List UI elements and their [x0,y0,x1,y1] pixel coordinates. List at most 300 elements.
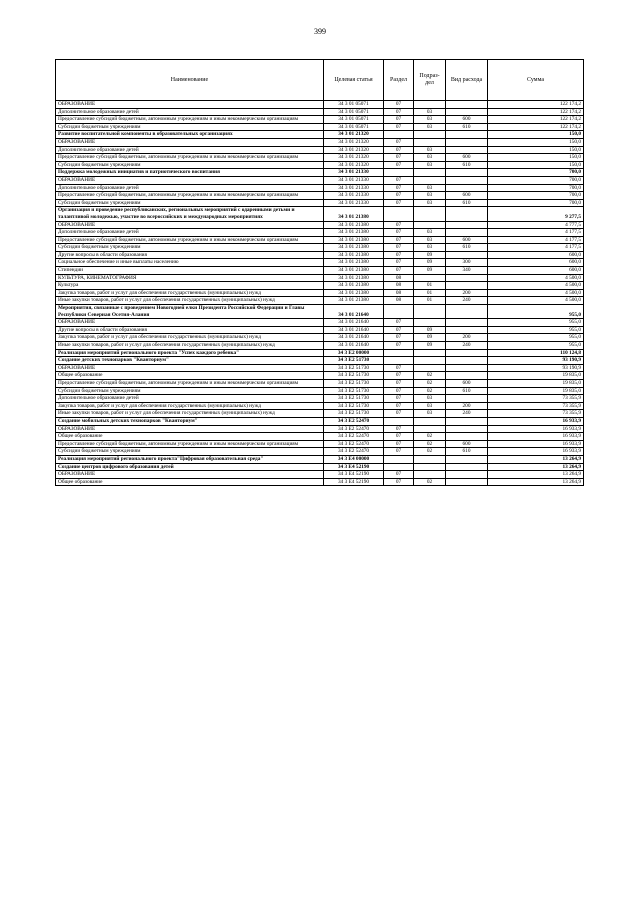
cell-subsection: 02 [414,379,446,387]
cell-section: 07 [384,259,414,267]
cell-code: 34 3 01 21330 [324,184,384,192]
cell-section: 07 [384,433,414,441]
cell-section: 08 [384,282,414,290]
table-row [56,387,584,395]
table-row [56,455,584,463]
cell-sum: 13 264,9 [488,478,584,486]
cell-code: 34 3 E2 51730 [324,372,384,380]
cell-kind [446,326,488,334]
cell-sum: 122 174,2 [488,101,584,109]
cell-section: 07 [384,372,414,380]
cell-section: 07 [384,251,414,259]
cell-sum: 19 835,0 [488,387,584,395]
cell-section: 07 [384,440,414,448]
cell-subsection: 03 [414,402,446,410]
cell-sum: 9 277,5 [488,207,584,221]
cell-sum: 4 500,0 [488,297,584,305]
cell-name: ОБРАЗОВАНИЕ [56,319,324,327]
cell-sum: 150,0 [488,131,584,139]
cell-code: 34 3 E4 52190 [324,463,384,471]
cell-subsection: 01 [414,282,446,290]
page-number: 399 [314,27,326,36]
cell-subsection: 03 [414,146,446,154]
cell-sum: 955,0 [488,326,584,334]
cell-code: 34 3 E2 51730 [324,357,384,365]
cell-section: 07 [384,402,414,410]
cell-sum: 16 933,9 [488,433,584,441]
cell-subsection [414,425,446,433]
cell-subsection: 01 [414,297,446,305]
cell-sum: 700,0 [488,184,584,192]
cell-name: Закупка товаров, работ и услуг для обеспечения государственных (муниципальных) нужд [56,289,324,297]
table-row [56,131,584,139]
cell-name: Развитие воспитательной компоненты в образовательных организациях [56,131,324,139]
table-row [56,372,584,380]
cell-section [384,207,414,221]
cell-subsection: 09 [414,342,446,350]
cell-sum: 93 190,9 [488,364,584,372]
table-row [56,448,584,456]
cell-name: Дополнительное образование детей [56,395,324,403]
cell-code: 34 3 E2 51730 [324,379,384,387]
table-row [56,395,584,403]
cell-sum: 4 500,0 [488,274,584,282]
cell-name: Субсидии бюджетным учреждениям [56,161,324,169]
cell-subsection [414,319,446,327]
cell-name: ОБРАЗОВАНИЕ [56,101,324,109]
cell-name: Стипендии [56,267,324,275]
cell-kind: 610 [446,387,488,395]
cell-kind: 600 [446,154,488,162]
cell-sum: 13 264,9 [488,455,584,463]
cell-sum: 600,0 [488,267,584,275]
cell-name: Предоставление субсидий бюджетным, автономным учреждениям и иным некоммерческим организациям [56,154,324,162]
cell-subsection: 03 [414,116,446,124]
cell-subsection: 03 [414,410,446,418]
table-row [56,184,584,192]
header-sum: Сумма [488,60,584,101]
cell-kind [446,433,488,441]
cell-code: 34 3 01 21380 [324,221,384,229]
cell-section [384,463,414,471]
cell-code: 34 3 E4 52190 [324,478,384,486]
table-row [56,207,584,221]
cell-sum: 19 835,0 [488,379,584,387]
header-subsection: Подраз-дел [414,60,446,101]
cell-kind: 610 [446,123,488,131]
cell-subsection: 03 [414,199,446,207]
cell-name: Иные закупки товаров, работ и услуг для обеспечения государственных (муниципальных) нужд [56,410,324,418]
cell-kind [446,455,488,463]
cell-name: Предоставление субсидий бюджетным, автономным учреждениям и иным некоммерческим организациям [56,116,324,124]
cell-section [384,357,414,365]
table-row [56,410,584,418]
cell-section: 07 [384,342,414,350]
cell-name: Реализация мероприятий регионального проекта"Цифровая образовательная среда" [56,455,324,463]
cell-name: Общее образование [56,372,324,380]
cell-name: Создание центров цифрового образования детей [56,463,324,471]
cell-kind [446,319,488,327]
cell-kind: 610 [446,161,488,169]
cell-section: 07 [384,123,414,131]
cell-sum: 600,0 [488,259,584,267]
table-row [56,471,584,479]
cell-kind: 600 [446,116,488,124]
cell-section: 07 [384,116,414,124]
cell-kind: 600 [446,192,488,200]
cell-subsection [414,138,446,146]
cell-code: 34 3 01 21380 [324,259,384,267]
cell-code: 34 3 01 21640 [324,326,384,334]
cell-code: 34 3 01 21380 [324,289,384,297]
header-code: Целевая статья [324,60,384,101]
cell-kind [446,274,488,282]
table-row [56,221,584,229]
table-row [56,364,584,372]
cell-subsection [414,357,446,365]
cell-section: 07 [384,387,414,395]
cell-section: 07 [384,478,414,486]
cell-code: 34 3 01 21380 [324,236,384,244]
table-row [56,433,584,441]
cell-code: 34 3 01 21330 [324,176,384,184]
table-row [56,192,584,200]
cell-sum: 150,0 [488,161,584,169]
cell-sum: 16 933,9 [488,417,584,425]
cell-subsection: 03 [414,395,446,403]
cell-code: 34 3 E2 52470 [324,448,384,456]
cell-name: Предоставление субсидий бюджетным, автономным учреждениям и иным некоммерческим организациям [56,192,324,200]
table-row [56,417,584,425]
cell-subsection: 09 [414,267,446,275]
cell-code: 34 3 01 21330 [324,199,384,207]
cell-subsection: 09 [414,251,446,259]
cell-subsection [414,274,446,282]
table-row [56,101,584,109]
cell-kind [446,146,488,154]
cell-kind: 610 [446,448,488,456]
cell-name: Создание детских технопарков "Кванториум" [56,357,324,365]
cell-subsection [414,305,446,319]
cell-subsection: 02 [414,478,446,486]
table-row [56,342,584,350]
cell-name: Мероприятия, связанные с проведением Новогодней елки Президента Российской Федерации и Главы Республики Северная Осетия-Алания [56,305,324,319]
cell-code: 34 3 01 21380 [324,244,384,252]
cell-section: 07 [384,267,414,275]
cell-name: Дополнительное образование детей [56,229,324,237]
cell-name: Дополнительное образование детей [56,146,324,154]
cell-name: Общее образование [56,478,324,486]
cell-sum: 150,0 [488,138,584,146]
cell-sum: 93 190,9 [488,357,584,365]
cell-sum: 73 355,9 [488,402,584,410]
cell-code: 34 3 01 21380 [324,229,384,237]
cell-section: 07 [384,161,414,169]
cell-subsection [414,417,446,425]
cell-subsection: 03 [414,192,446,200]
cell-name: Дополнительное образование детей [56,184,324,192]
cell-name: Реализация мероприятий регионального проекта "Успех каждого ребенка" [56,349,324,357]
cell-sum: 16 933,9 [488,425,584,433]
cell-subsection: 09 [414,334,446,342]
table-row [56,305,584,319]
table-row [56,236,584,244]
cell-section: 07 [384,425,414,433]
cell-section: 07 [384,108,414,116]
cell-code: 34 3 01 21380 [324,297,384,305]
cell-sum: 700,0 [488,192,584,200]
cell-sum: 4 500,0 [488,282,584,290]
table-row [56,244,584,252]
cell-sum: 700,0 [488,176,584,184]
cell-kind: 600 [446,236,488,244]
cell-code: 34 3 E2 52470 [324,433,384,441]
cell-kind [446,229,488,237]
table-row [56,138,584,146]
cell-subsection: 03 [414,123,446,131]
cell-subsection [414,131,446,139]
cell-kind [446,305,488,319]
cell-subsection [414,349,446,357]
cell-kind [446,349,488,357]
cell-code: 34 3 E2 51730 [324,387,384,395]
cell-name: Субсидии бюджетным учреждениям [56,448,324,456]
cell-name: ОБРАЗОВАНИЕ [56,176,324,184]
table-row [56,146,584,154]
cell-kind [446,184,488,192]
cell-name: Закупка товаров, работ и услуг для обеспечения государственных (муниципальных) нужд [56,402,324,410]
cell-subsection: 09 [414,259,446,267]
cell-section: 07 [384,334,414,342]
cell-sum: 600,0 [488,251,584,259]
cell-subsection: 03 [414,229,446,237]
cell-section: 07 [384,146,414,154]
table-row [56,169,584,177]
cell-code: 34 3 01 05071 [324,116,384,124]
table-row [56,259,584,267]
cell-name: Предоставление субсидий бюджетным, автономным учреждениям и иным некоммерческим организациям [56,440,324,448]
cell-code: 34 3 E4 52190 [324,471,384,479]
cell-sum: 19 835,0 [488,372,584,380]
cell-section: 07 [384,364,414,372]
cell-name: Социальное обеспечение и иные выплаты населению [56,259,324,267]
table-row [56,267,584,275]
cell-sum: 13 264,9 [488,463,584,471]
cell-sum: 700,0 [488,199,584,207]
cell-code: 34 3 E2 52470 [324,440,384,448]
cell-subsection: 02 [414,372,446,380]
cell-sum: 13 264,9 [488,471,584,479]
cell-name: КУЛЬТУРА, КИНЕМАТОГРАФИЯ [56,274,324,282]
cell-subsection: 03 [414,184,446,192]
cell-kind [446,131,488,139]
cell-section [384,349,414,357]
cell-section: 07 [384,138,414,146]
table-row [56,199,584,207]
cell-sum: 955,0 [488,342,584,350]
cell-name: ОБРАЗОВАНИЕ [56,471,324,479]
cell-subsection [414,169,446,177]
table-row [56,402,584,410]
table-row [56,123,584,131]
cell-code: 34 3 01 21380 [324,207,384,221]
cell-name: Культура [56,282,324,290]
cell-code: 34 3 01 21320 [324,146,384,154]
cell-subsection: 03 [414,244,446,252]
cell-subsection [414,207,446,221]
cell-subsection: 03 [414,161,446,169]
cell-kind [446,108,488,116]
cell-kind: 610 [446,244,488,252]
cell-kind [446,169,488,177]
table-row [56,326,584,334]
cell-kind [446,138,488,146]
cell-section: 08 [384,297,414,305]
cell-name: Предоставление субсидий бюджетным, автономным учреждениям и иным некоммерческим организациям [56,379,324,387]
cell-kind [446,395,488,403]
cell-section: 07 [384,448,414,456]
cell-subsection [414,455,446,463]
cell-sum: 150,0 [488,154,584,162]
cell-section: 07 [384,471,414,479]
table-row [56,282,584,290]
cell-name: ОБРАЗОВАНИЕ [56,138,324,146]
cell-kind [446,251,488,259]
cell-name: Иные закупки товаров, работ и услуг для обеспечения государственных (муниципальных) нужд [56,297,324,305]
cell-section [384,305,414,319]
cell-section: 07 [384,326,414,334]
cell-sum: 955,0 [488,305,584,319]
cell-subsection [414,221,446,229]
cell-subsection: 03 [414,154,446,162]
cell-code: 34 3 01 21320 [324,154,384,162]
cell-name: Субсидии бюджетным учреждениям [56,123,324,131]
cell-subsection [414,364,446,372]
cell-code: 34 3 E2 52470 [324,425,384,433]
cell-code: 34 3 01 21330 [324,192,384,200]
cell-sum: 110 124,8 [488,349,584,357]
cell-code: 34 3 01 21330 [324,169,384,177]
cell-subsection [414,176,446,184]
cell-subsection: 02 [414,448,446,456]
cell-code: 34 3 01 21640 [324,342,384,350]
cell-section [384,131,414,139]
cell-name: Другие вопросы в области образования [56,251,324,259]
header-name: Наименование [56,60,324,101]
cell-sum: 4 177,5 [488,229,584,237]
cell-kind [446,417,488,425]
table-row [56,463,584,471]
cell-section [384,169,414,177]
cell-code: 34 3 E2 51730 [324,410,384,418]
cell-name: Предоставление субсидий бюджетным, автономным учреждениям и иным некоммерческим организациям [56,236,324,244]
cell-sum: 16 933,9 [488,440,584,448]
cell-name: Иные закупки товаров, работ и услуг для обеспечения государственных (муниципальных) нужд [56,342,324,350]
cell-section: 07 [384,379,414,387]
cell-code: 34 3 01 21320 [324,131,384,139]
cell-sum: 73 355,9 [488,395,584,403]
table-row [56,349,584,357]
table-body [56,101,584,486]
cell-code: 34 3 01 21640 [324,319,384,327]
cell-section: 07 [384,101,414,109]
cell-subsection [414,463,446,471]
cell-name: Субсидии бюджетным учреждениям [56,244,324,252]
cell-kind: 200 [446,334,488,342]
cell-kind [446,478,488,486]
cell-section: 07 [384,192,414,200]
cell-section [384,417,414,425]
cell-code: 34 3 01 21380 [324,274,384,282]
table-row [56,379,584,387]
header-kind: Вид расхода [446,60,488,101]
table-row [56,154,584,162]
cell-kind [446,207,488,221]
cell-kind [446,221,488,229]
cell-sum: 122 174,2 [488,123,584,131]
cell-sum: 4 177,5 [488,236,584,244]
cell-subsection [414,471,446,479]
cell-name: Организация и проведение республиканских, региональных мероприятий с одаренными детьми и талантливой молодежью, участие во всероссийских и международных мероприятиях [56,207,324,221]
cell-kind: 610 [446,199,488,207]
cell-sum: 122 174,2 [488,116,584,124]
cell-subsection [414,101,446,109]
table-row [56,108,584,116]
table-row [56,425,584,433]
cell-section: 07 [384,244,414,252]
cell-kind: 340 [446,267,488,275]
cell-section: 07 [384,395,414,403]
cell-code: 34 3 01 21320 [324,161,384,169]
cell-code: 34 3 01 21640 [324,334,384,342]
cell-subsection: 09 [414,326,446,334]
cell-code: 34 3 01 21640 [324,305,384,319]
cell-sum: 955,0 [488,334,584,342]
cell-subsection: 02 [414,440,446,448]
cell-code: 34 3 E4 00000 [324,455,384,463]
cell-subsection: 03 [414,236,446,244]
table-row [56,176,584,184]
cell-code: 34 3 01 21320 [324,138,384,146]
table-header [56,60,584,101]
cell-name: ОБРАЗОВАНИЕ [56,364,324,372]
cell-code: 34 3 E2 51730 [324,364,384,372]
cell-kind: 600 [446,379,488,387]
cell-kind: 200 [446,289,488,297]
cell-subsection: 02 [414,387,446,395]
cell-name: Поддержка молодежных инициатив и патриотического воспитания [56,169,324,177]
cell-code: 34 3 E2 52470 [324,417,384,425]
cell-code: 34 3 01 21380 [324,267,384,275]
cell-kind [446,364,488,372]
table-row [56,289,584,297]
cell-kind [446,357,488,365]
cell-sum: 4 177,5 [488,244,584,252]
cell-section: 07 [384,236,414,244]
cell-kind: 300 [446,259,488,267]
table-row [56,274,584,282]
cell-code: 34 3 01 21380 [324,282,384,290]
cell-subsection: 01 [414,289,446,297]
cell-kind [446,176,488,184]
cell-section: 07 [384,410,414,418]
cell-kind: 200 [446,402,488,410]
cell-name: ОБРАЗОВАНИЕ [56,425,324,433]
cell-sum: 955,0 [488,319,584,327]
cell-kind [446,101,488,109]
cell-section: 07 [384,184,414,192]
cell-sum: 122 174,2 [488,108,584,116]
